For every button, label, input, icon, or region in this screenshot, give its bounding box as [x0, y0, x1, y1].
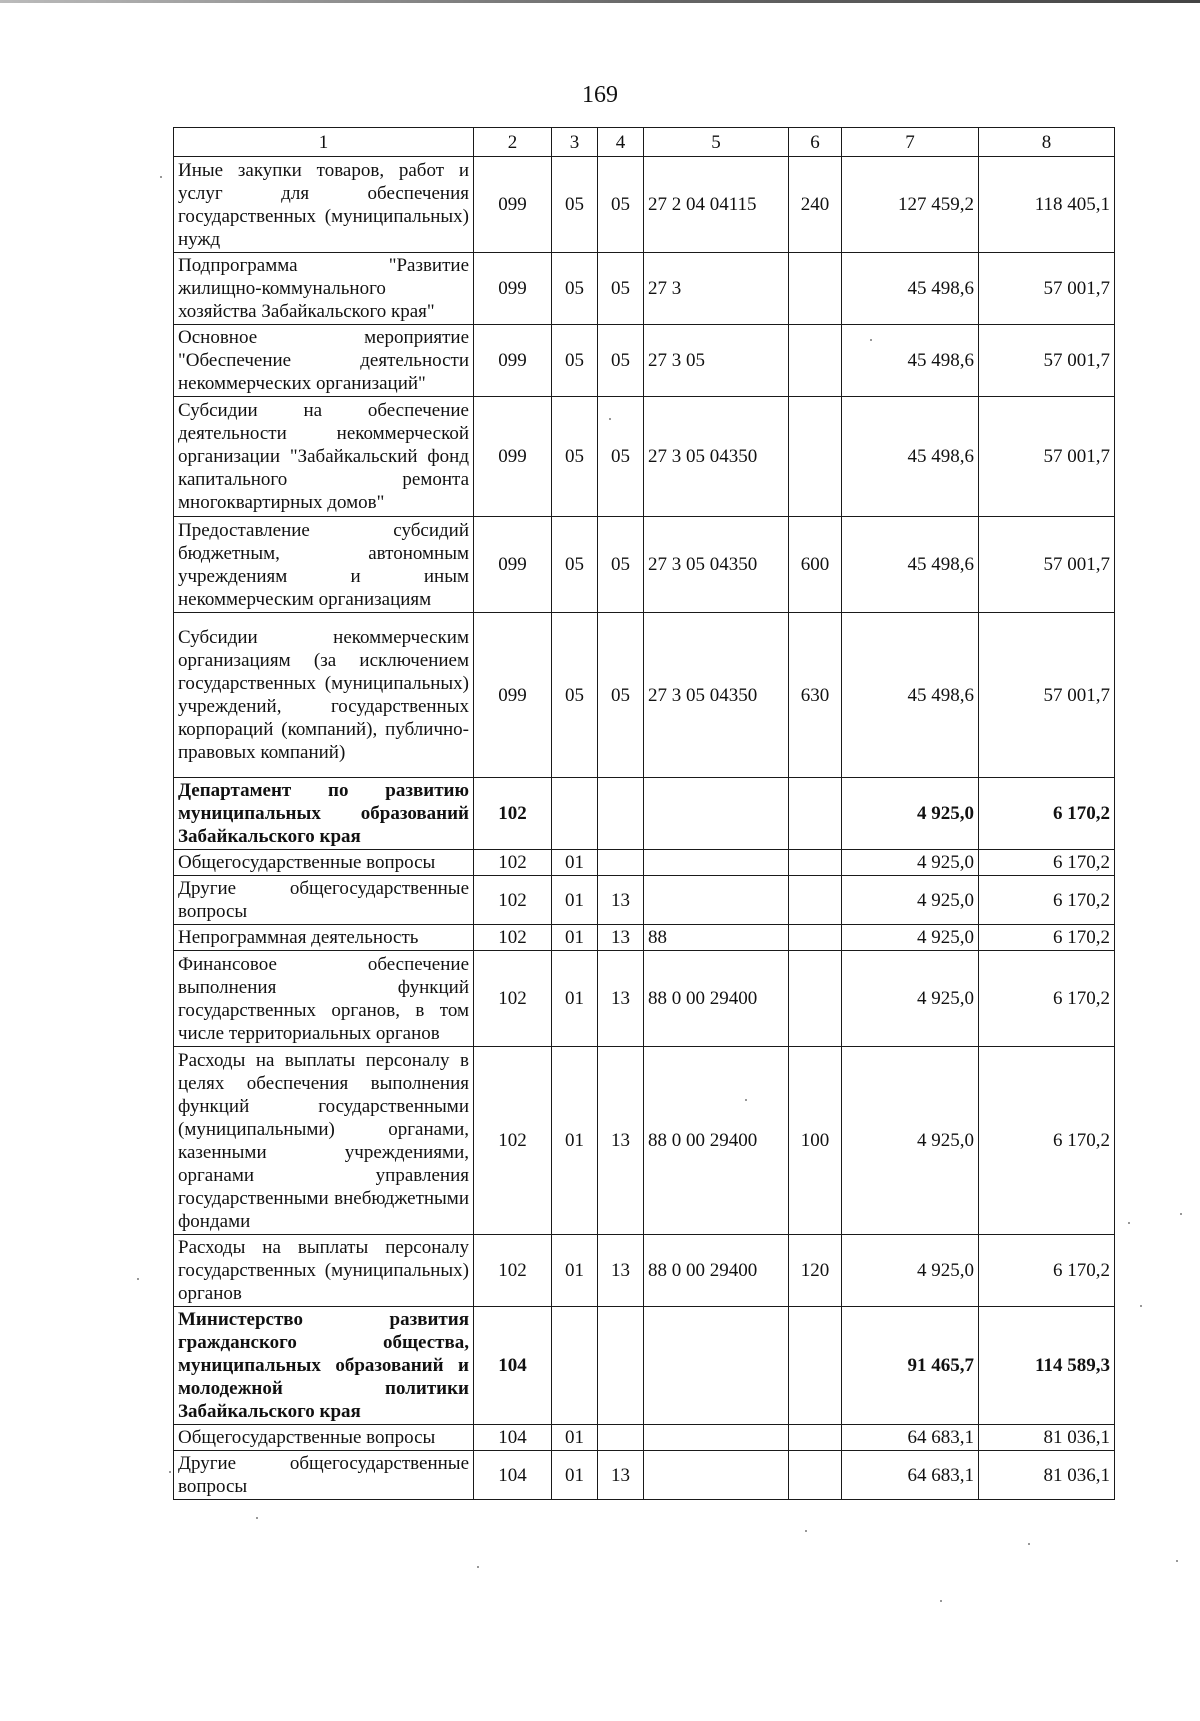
expense-type-code	[789, 850, 842, 876]
target-article-code: 88 0 00 29400	[644, 1235, 789, 1307]
subsection-code: 05	[598, 253, 644, 325]
amount-col-8: 118 405,1	[979, 157, 1115, 253]
ministry-code: 104	[474, 1451, 552, 1500]
section-code	[552, 778, 598, 850]
amount-col-7: 4 925,0	[842, 925, 979, 951]
expense-type-code	[789, 925, 842, 951]
section-code: 05	[552, 253, 598, 325]
ministry-code: 102	[474, 1047, 552, 1235]
row-name: Расходы на выплаты персоналу в целях обеспечения выполнения функций государственными (муниципальными) органами, казенными учреждениями, органами управления государственными внебюджетными фондами	[174, 1047, 474, 1235]
table-row	[174, 517, 1115, 613]
expense-type-code: 240	[789, 157, 842, 253]
subsection-code: 05	[598, 517, 644, 613]
amount-col-7: 64 683,1	[842, 1425, 979, 1451]
table-row	[174, 778, 1115, 850]
amount-col-8: 114 589,3	[979, 1307, 1115, 1425]
table-row	[174, 1235, 1115, 1307]
amount-col-7: 4 925,0	[842, 876, 979, 925]
amount-col-8: 57 001,7	[979, 253, 1115, 325]
ministry-code: 102	[474, 876, 552, 925]
expense-type-code: 100	[789, 1047, 842, 1235]
section-code: 01	[552, 951, 598, 1047]
target-article-code: 88	[644, 925, 789, 951]
table-row	[174, 613, 1115, 778]
column-header: 8	[979, 128, 1115, 157]
row-name: Предоставление субсидий бюджетным, автономным учреждениям и иным некоммерческим организациям	[174, 517, 474, 613]
table-row	[174, 1425, 1115, 1451]
section-code: 01	[552, 850, 598, 876]
table-header-row	[174, 128, 1115, 157]
subsection-code	[598, 850, 644, 876]
target-article-code	[644, 778, 789, 850]
subsection-code: 13	[598, 1047, 644, 1235]
amount-col-7: 64 683,1	[842, 1451, 979, 1500]
amount-col-8: 6 170,2	[979, 1235, 1115, 1307]
expense-type-code: 120	[789, 1235, 842, 1307]
amount-col-8: 6 170,2	[979, 876, 1115, 925]
target-article-code: 27 3 05 04350	[644, 517, 789, 613]
column-header: 2	[474, 128, 552, 157]
row-name: Расходы на выплаты персоналу государственных (муниципальных) органов	[174, 1235, 474, 1307]
amount-col-7: 45 498,6	[842, 325, 979, 397]
row-name: Общегосударственные вопросы	[174, 1425, 474, 1451]
amount-col-8: 6 170,2	[979, 850, 1115, 876]
table-row	[174, 157, 1115, 253]
amount-col-7: 91 465,7	[842, 1307, 979, 1425]
ministry-code: 099	[474, 325, 552, 397]
section-code: 05	[552, 397, 598, 517]
subsection-code	[598, 1307, 644, 1425]
target-article-code	[644, 850, 789, 876]
target-article-code: 27 3 05 04350	[644, 613, 789, 778]
table-row	[174, 876, 1115, 925]
expense-type-code	[789, 1307, 842, 1425]
section-code: 05	[552, 613, 598, 778]
target-article-code: 88 0 00 29400	[644, 1047, 789, 1235]
expense-type-code	[789, 325, 842, 397]
target-article-code	[644, 876, 789, 925]
column-header: 7	[842, 128, 979, 157]
row-name: Другие общегосударственные вопросы	[174, 876, 474, 925]
subsection-code: 05	[598, 397, 644, 517]
expense-type-code: 600	[789, 517, 842, 613]
row-name: Субсидии на обеспечение деятельности некоммерческой организации "Забайкальский фонд капитального ремонта многоквартирных домов"	[174, 397, 474, 517]
amount-col-8: 6 170,2	[979, 925, 1115, 951]
table-row	[174, 925, 1115, 951]
column-header: 5	[644, 128, 789, 157]
table-row	[174, 397, 1115, 517]
subsection-code: 13	[598, 951, 644, 1047]
expense-type-code	[789, 253, 842, 325]
column-header: 3	[552, 128, 598, 157]
table-row	[174, 1047, 1115, 1235]
ministry-code: 099	[474, 253, 552, 325]
subsection-code: 13	[598, 1235, 644, 1307]
target-article-code	[644, 1451, 789, 1500]
amount-col-7: 127 459,2	[842, 157, 979, 253]
section-code: 01	[552, 1047, 598, 1235]
column-header: 1	[174, 128, 474, 157]
ministry-code: 102	[474, 951, 552, 1047]
expense-type-code	[789, 1451, 842, 1500]
amount-col-8: 57 001,7	[979, 517, 1115, 613]
section-code: 01	[552, 1235, 598, 1307]
ministry-code: 104	[474, 1425, 552, 1451]
target-article-code: 27 3 05	[644, 325, 789, 397]
table-row	[174, 1307, 1115, 1425]
column-header: 6	[789, 128, 842, 157]
ministry-code: 099	[474, 397, 552, 517]
row-name: Непрограммная деятельность	[174, 925, 474, 951]
row-name: Общегосударственные вопросы	[174, 850, 474, 876]
page-number: 169	[582, 82, 618, 108]
column-header: 4	[598, 128, 644, 157]
ministry-code: 102	[474, 1235, 552, 1307]
ministry-code: 102	[474, 778, 552, 850]
amount-col-7: 45 498,6	[842, 613, 979, 778]
amount-col-8: 81 036,1	[979, 1451, 1115, 1500]
section-code: 01	[552, 876, 598, 925]
subsection-code: 05	[598, 613, 644, 778]
target-article-code: 27 3	[644, 253, 789, 325]
amount-col-7: 45 498,6	[842, 397, 979, 517]
expense-type-code	[789, 951, 842, 1047]
section-code: 01	[552, 1425, 598, 1451]
subsection-code: 13	[598, 876, 644, 925]
amount-col-7: 45 498,6	[842, 517, 979, 613]
row-name: Иные закупки товаров, работ и услуг для обеспечения государственных (муниципальных) нужд	[174, 157, 474, 253]
amount-col-8: 57 001,7	[979, 325, 1115, 397]
table-row	[174, 850, 1115, 876]
expense-type-code	[789, 876, 842, 925]
subsection-code: 13	[598, 1451, 644, 1500]
subsection-code: 13	[598, 925, 644, 951]
subsection-code	[598, 778, 644, 850]
row-name: Министерство развития гражданского общества, муниципальных образований и молодежной политики Забайкальского края	[174, 1307, 474, 1425]
section-code	[552, 1307, 598, 1425]
section-code: 05	[552, 157, 598, 253]
section-code: 05	[552, 517, 598, 613]
amount-col-8: 6 170,2	[979, 1047, 1115, 1235]
top-border-line	[0, 0, 1200, 3]
section-code: 05	[552, 325, 598, 397]
amount-col-7: 4 925,0	[842, 778, 979, 850]
row-name: Основное мероприятие "Обеспечение деятельности некоммерческих организаций"	[174, 325, 474, 397]
subsection-code: 05	[598, 325, 644, 397]
target-article-code: 27 3 05 04350	[644, 397, 789, 517]
amount-col-7: 4 925,0	[842, 951, 979, 1047]
ministry-code: 102	[474, 850, 552, 876]
subsection-code: 05	[598, 157, 644, 253]
section-code: 01	[552, 925, 598, 951]
ministry-code: 099	[474, 613, 552, 778]
budget-table	[173, 127, 1115, 1500]
amount-col-8: 6 170,2	[979, 951, 1115, 1047]
target-article-code: 27 2 04 04115	[644, 157, 789, 253]
ministry-code: 104	[474, 1307, 552, 1425]
table-row	[174, 951, 1115, 1047]
ministry-code: 099	[474, 517, 552, 613]
subsection-code	[598, 1425, 644, 1451]
amount-col-7: 4 925,0	[842, 1047, 979, 1235]
target-article-code	[644, 1425, 789, 1451]
amount-col-7: 4 925,0	[842, 850, 979, 876]
row-name: Подпрограмма "Развитие жилищно-коммунального хозяйства Забайкальского края"	[174, 253, 474, 325]
target-article-code: 88 0 00 29400	[644, 951, 789, 1047]
amount-col-8: 57 001,7	[979, 397, 1115, 517]
table-row	[174, 1451, 1115, 1500]
amount-col-7: 45 498,6	[842, 253, 979, 325]
target-article-code	[644, 1307, 789, 1425]
row-name: Другие общегосударственные вопросы	[174, 1451, 474, 1500]
row-name: Финансовое обеспечение выполнения функций государственных органов, в том числе территориальных органов	[174, 951, 474, 1047]
ministry-code: 102	[474, 925, 552, 951]
amount-col-8: 81 036,1	[979, 1425, 1115, 1451]
section-code: 01	[552, 1451, 598, 1500]
row-name: Субсидии некоммерческим организациям (за исключением государственных (муниципальных) учреждений, государственных корпораций (компаний), публично-правовых компаний)	[174, 613, 474, 778]
expense-type-code	[789, 397, 842, 517]
amount-col-7: 4 925,0	[842, 1235, 979, 1307]
table-row	[174, 253, 1115, 325]
expense-type-code	[789, 778, 842, 850]
ministry-code: 099	[474, 157, 552, 253]
amount-col-8: 6 170,2	[979, 778, 1115, 850]
table-row	[174, 325, 1115, 397]
expense-type-code	[789, 1425, 842, 1451]
row-name: Департамент по развитию муниципальных образований Забайкальского края	[174, 778, 474, 850]
amount-col-8: 57 001,7	[979, 613, 1115, 778]
expense-type-code: 630	[789, 613, 842, 778]
